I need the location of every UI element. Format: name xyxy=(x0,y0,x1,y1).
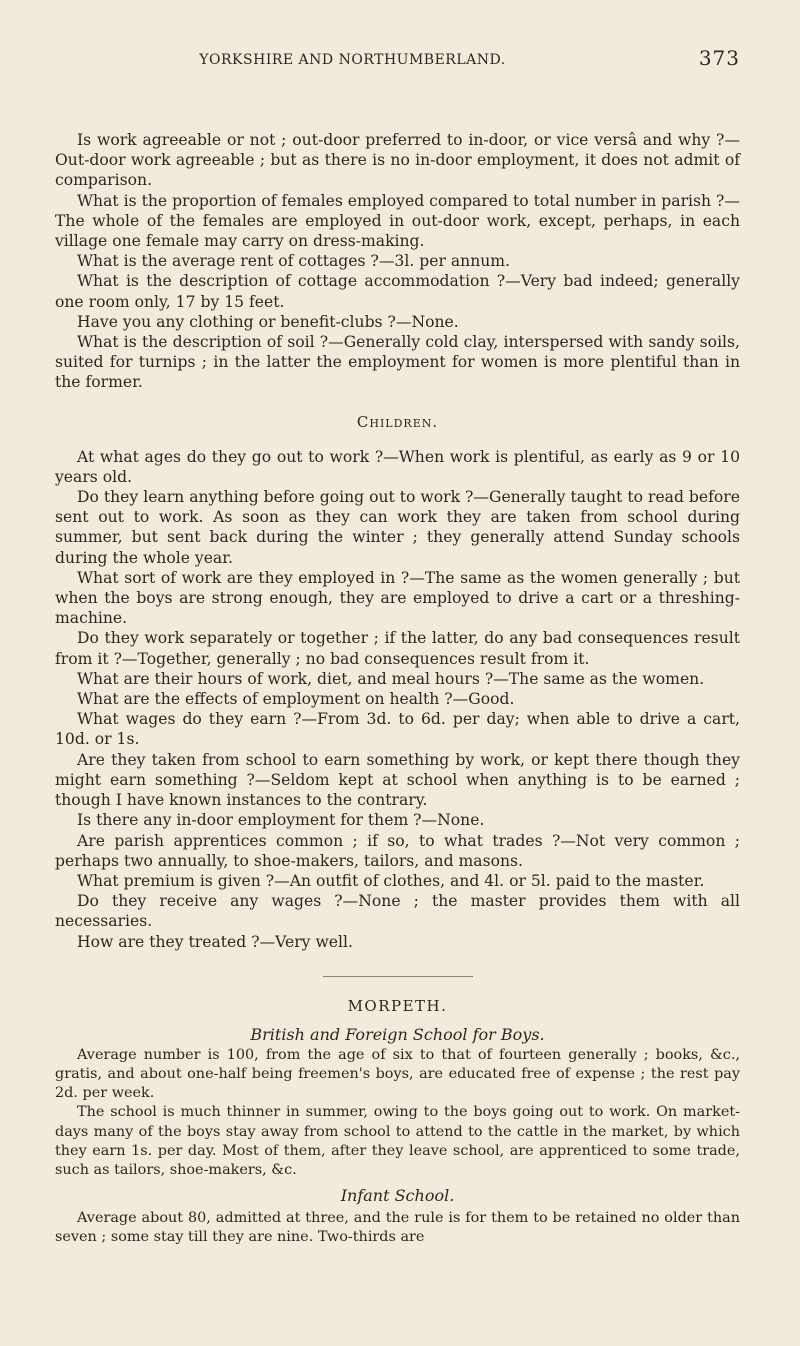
paragraph: What are the effects of employment on health ?—Good. xyxy=(77,690,515,709)
school-subheading: British and Foreign School for Boys. xyxy=(250,1024,545,1044)
infant-section xyxy=(55,1209,740,1247)
children-section xyxy=(55,447,740,952)
paragraph: How are they treated ?—Very well. xyxy=(77,932,353,951)
morpeth-section xyxy=(55,1046,740,1180)
paragraph: Do they work separately or together ; if the latter, do any bad consequences result from it ?—Together, generally ; no bad consequences result from it. xyxy=(55,629,740,668)
paragraph: What are their hours of work, diet, and meal hours ?—The same as the women. xyxy=(77,669,705,688)
running-head xyxy=(55,0,740,72)
paragraph: Do they learn anything before going out to work ?—Generally taught to read before sent out to work. As soon as they can work they are taken from school during summer, but sent back during the winter ; they generally attend Sunday schools during the whole year. xyxy=(55,488,740,567)
paragraph: What is the average rent of cottages ?—3l. per annum. xyxy=(77,252,511,271)
questions-section xyxy=(55,130,740,393)
paragraph: What is the description of soil ?—Generally cold clay, interspersed with sandy soils, suited for turnips ; in the latter the employment for women is more plentiful than in the former. xyxy=(55,333,740,392)
paragraph: What premium is given ?—An outfit of clothes, and 4l. or 5l. paid to the master. xyxy=(77,871,705,890)
children-heading: Children. xyxy=(356,412,439,431)
paragraph: Are parish apprentices common ; if so, to what trades ?—Not very common ; perhaps two annually, to shoe-makers, tailors, and masons. xyxy=(55,831,740,870)
page-number: 373 xyxy=(698,46,740,70)
paragraph: Average number is 100, from the age of six to that of fourteen generally ; books, &c., gratis, and about one-half being freemen's boys, are educated free of expense ; the rest pay 2d. per week. xyxy=(55,1046,740,1102)
paragraph: Have you any clothing or benefit-clubs ?—None. xyxy=(77,312,459,331)
paragraph: What wages do they earn ?—From 3d. to 6d. per day; when able to drive a cart, 10d. or 1s. xyxy=(55,710,740,749)
section-divider xyxy=(323,976,473,977)
paragraph: The school is much thinner in summer, owing to the boys going out to work. On market-days many of the boys stay away from school to attend to the cattle in the market, by which they earn 1s. per day. Most of them, after they leave school, are apprenticed to some trade, such as tailors, shoe-makers, &c. xyxy=(55,1104,740,1178)
town-heading: MORPETH. xyxy=(347,996,448,1015)
infant-school-subheading: Infant School. xyxy=(340,1186,455,1206)
paragraph: What sort of work are they employed in ?—The same as the women generally ; but when the boys are strong enough, they are employed to drive a cart or a threshing-machine. xyxy=(55,568,740,628)
paragraph: What is the description of cottage accommodation ?—Very bad indeed; generally one room only, 17 by 15 feet. xyxy=(55,272,740,311)
paragraph: Is work agreeable or not ; out-door preferred to in-door, or vice versâ and why ?—Out-door work agreeable ; but as there is no in-door employment, it does not admit of comparison. xyxy=(55,131,740,190)
paragraph: Average about 80, admitted at three, and the rule is for them to be retained no older than seven ; some stay till they are nine. Two-thirds are xyxy=(55,1210,740,1246)
paragraph: At what ages do they go out to work ?—When work is plentiful, as early as 9 or 10 years old. xyxy=(55,447,740,486)
paragraph: Is there any in-door employment for them ?—None. xyxy=(77,811,485,830)
paragraph: What is the proportion of females employed compared to total number in parish ?—The whole of the females are employed in out-door work, except, perhaps, in each village one female may carry on dress-making. xyxy=(55,191,740,251)
running-title: YORKSHIRE AND NORTHUMBERLAND. xyxy=(199,52,506,68)
paragraph: Are they taken from school to earn something by work, or kept there though they might earn something ?—Seldom kept at school when anything is to be earned ; though I have known instances to the contrary. xyxy=(55,750,740,810)
paragraph: Do they receive any wages ?—None ; the master provides them with all necessaries. xyxy=(55,892,740,931)
